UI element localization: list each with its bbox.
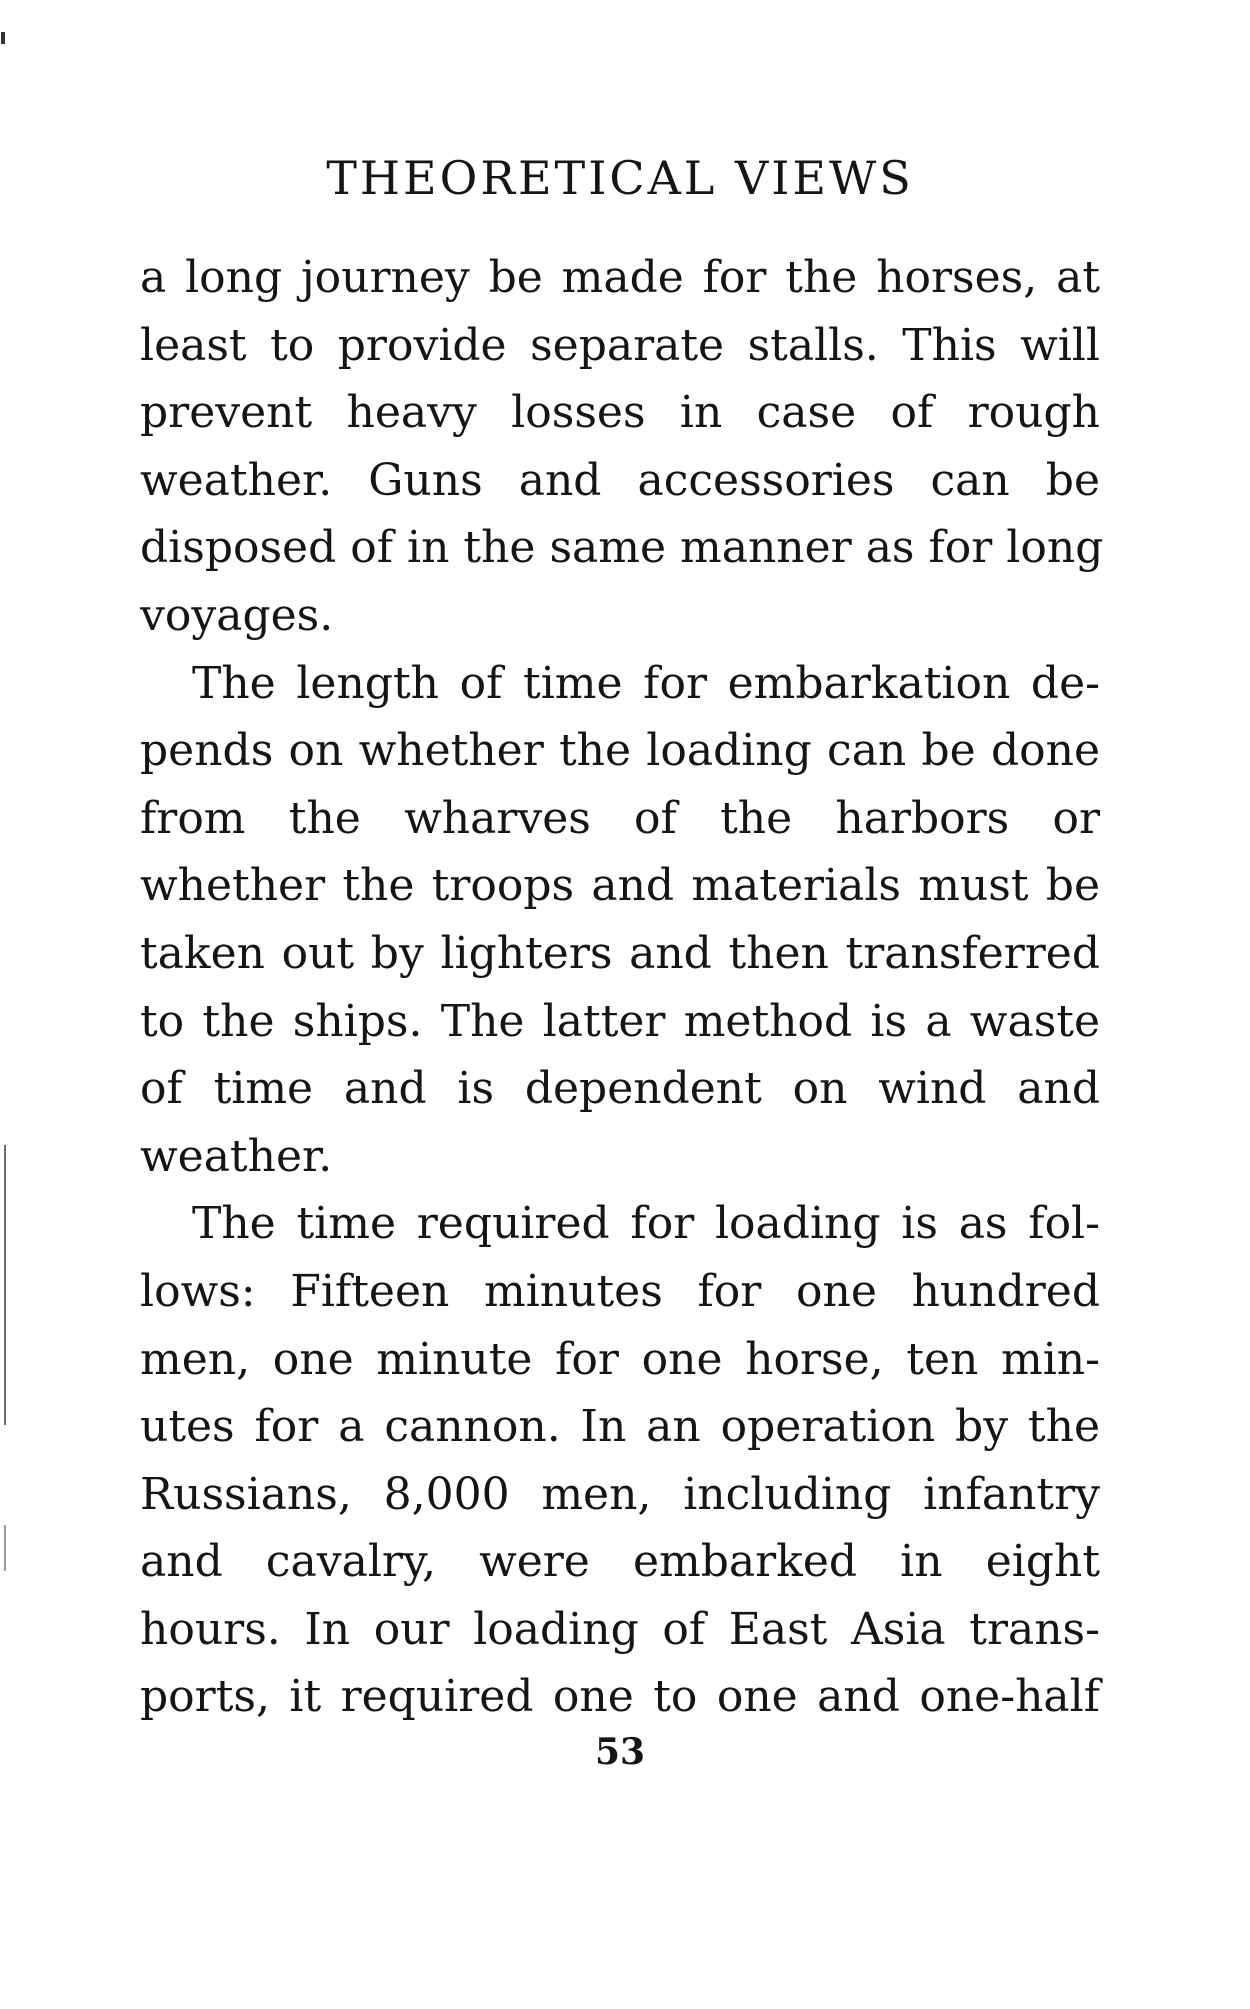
scan-edge-tick xyxy=(4,1525,6,1571)
text-line: prevent heavy losses in case of rough xyxy=(140,387,1100,439)
body-text xyxy=(140,244,1104,1731)
text-line: whether the troops and materials must be xyxy=(140,860,1100,912)
text-line: a long journey be made for the horses, at xyxy=(140,252,1100,303)
text-line: The length of time for embarkation de- xyxy=(192,657,1100,709)
page-number: 53 xyxy=(594,1731,646,1773)
text-line: ports, it required one to one and one-half xyxy=(140,1671,1100,1723)
text-line: weather. Guns and accessories can be xyxy=(140,454,1100,506)
text-line: Russians, 8,000 men, including infantry xyxy=(140,1468,1100,1520)
text-line: from the wharves of the harbors or xyxy=(140,792,1100,844)
text-line: The time required for loading is as fol- xyxy=(192,1198,1100,1250)
text-line: of time and is dependent on wind and xyxy=(140,1063,1100,1115)
scan-edge-shadow xyxy=(4,1145,6,1425)
text-line: to the ships. The latter method is a waste xyxy=(140,995,1100,1047)
text-line: lows: Fifteen minutes for one hundred xyxy=(140,1265,1100,1317)
running-head: THEORETICAL VIEWS xyxy=(326,151,914,205)
text-line: hours. In our loading of East Asia trans- xyxy=(140,1603,1100,1655)
text-line: pends on whether the loading can be done xyxy=(140,725,1100,777)
text-line: weather. xyxy=(140,1130,333,1182)
text-line: utes for a cannon. In an operation by the xyxy=(140,1401,1100,1453)
text-line: least to provide separate stalls. This will xyxy=(140,319,1100,371)
text-line: disposed of in the same manner as for long xyxy=(140,522,1104,574)
text-line: taken out by lighters and then transferred xyxy=(140,927,1100,979)
text-line: voyages. xyxy=(140,589,334,641)
scan-speck-mark xyxy=(1,32,5,44)
text-line: and cavalry, were embarked in eight xyxy=(140,1536,1100,1588)
text-line: men, one minute for one horse, ten min- xyxy=(140,1333,1100,1385)
